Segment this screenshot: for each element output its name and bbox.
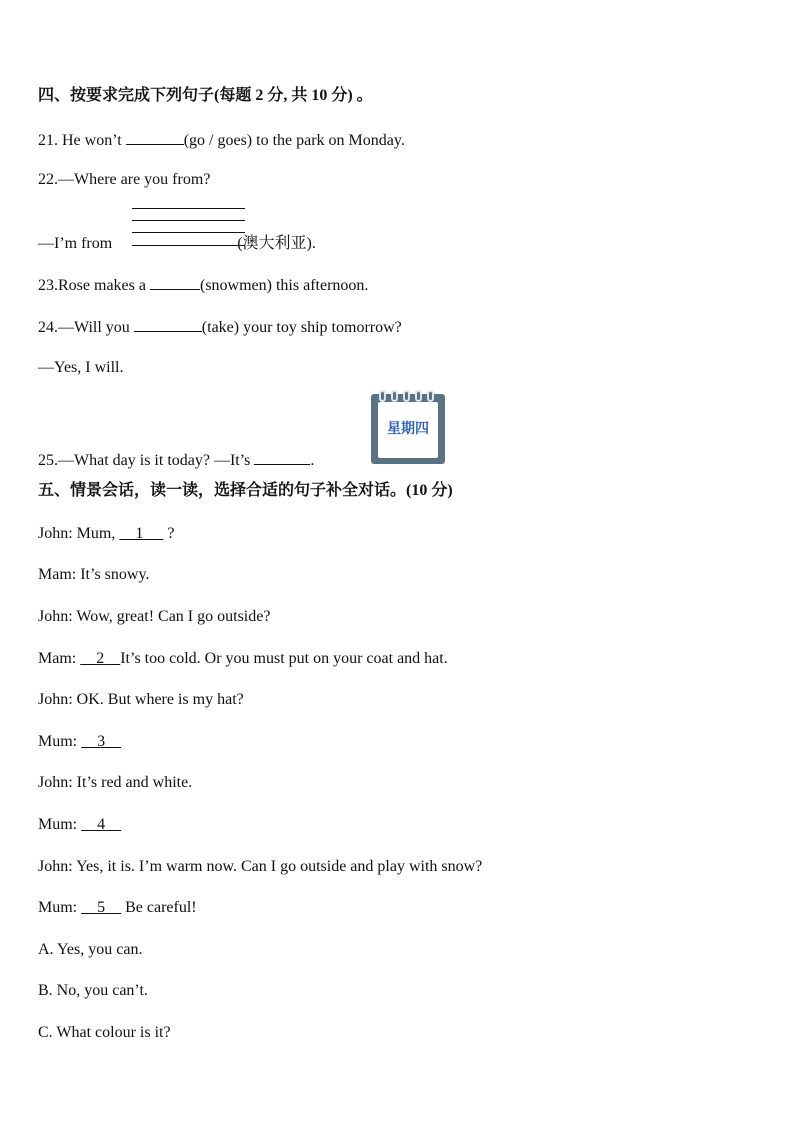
- section5-heading: 五、情景会话，读一读，选择合适的句子补全对话。(10 分): [38, 482, 453, 499]
- q23-blank[interactable]: [150, 274, 200, 290]
- q23-text-b: (snowmen) this afternoon.: [199, 277, 369, 294]
- dialog-blank-1[interactable]: 1: [135, 525, 144, 542]
- q24-text-b: (take) your toy ship tomorrow?: [201, 319, 402, 336]
- section4-heading: 四、按要求完成下列句子(每题 2 分, 共 10 分) 。: [38, 87, 373, 104]
- dialog-post: It’s too cold. Or you must put on your coat and hat.: [120, 650, 448, 667]
- dialog-pre: Mum:: [38, 733, 82, 750]
- q23-text-a: 23.Rose makes a: [38, 277, 150, 294]
- dialog-line: John: Yes, it is. I’m warm now. Can I go outside and play with snow?: [38, 858, 483, 875]
- dialog-pre: Mum:: [38, 816, 82, 833]
- dialog-pre: John: Mum,: [38, 525, 120, 542]
- dialog-line: [38, 815, 121, 835]
- dialog-pre: Mam:: [38, 650, 81, 667]
- question-22-line1: 22.—Where are you from?: [38, 171, 211, 188]
- dialog-line: [38, 649, 448, 669]
- question-24: [38, 316, 402, 338]
- question-21: [38, 129, 405, 151]
- dialog-post: Be careful!: [121, 899, 197, 916]
- dialog-blank-2[interactable]: 2: [96, 650, 105, 667]
- q21-text-a: 21. He won’t: [38, 132, 126, 149]
- calendar-label: 星期四: [387, 421, 429, 437]
- dialog-line: [38, 732, 121, 752]
- q25-blank[interactable]: [254, 449, 310, 465]
- dialog-line: John: Wow, great! Can I go outside?: [38, 608, 271, 625]
- dialog-pre: Mum:: [38, 899, 82, 916]
- calendar-icon: [371, 390, 445, 464]
- dialog-post: ?: [163, 525, 175, 542]
- question-25: [38, 449, 314, 471]
- q21-text-b: (go / goes) to the park on Monday.: [183, 132, 405, 149]
- question-23: [38, 274, 368, 296]
- dialog-line: [38, 524, 174, 544]
- dialog-line: John: It’s red and white.: [38, 774, 193, 791]
- q22-text-b: (澳大利亚).: [237, 235, 316, 252]
- dialog-blank-3[interactable]: 3: [97, 733, 106, 750]
- dialog-line: John: OK. But where is my hat?: [38, 691, 244, 708]
- q25-text-a: 25.—What day is it today? —It’s: [38, 452, 255, 469]
- q24-text-a: 24.—Will you: [38, 319, 134, 336]
- question-24-answer: —Yes, I will.: [38, 359, 124, 376]
- option-b: B. No, you can’t.: [38, 982, 148, 999]
- dialog-line: [38, 898, 197, 918]
- q22-text-a: —I’m from: [38, 235, 113, 252]
- question-22-line2: [38, 234, 316, 254]
- option-c: C. What colour is it?: [38, 1024, 171, 1041]
- q24-blank[interactable]: [134, 316, 202, 332]
- q25-text-b: .: [310, 452, 315, 469]
- dialog-blank-5[interactable]: 5: [97, 899, 106, 916]
- dialog-blank-4[interactable]: 4: [97, 816, 106, 833]
- option-a: A. Yes, you can.: [38, 941, 143, 958]
- dialog-line: Mam: It’s snowy.: [38, 566, 150, 583]
- q21-blank[interactable]: [126, 129, 184, 145]
